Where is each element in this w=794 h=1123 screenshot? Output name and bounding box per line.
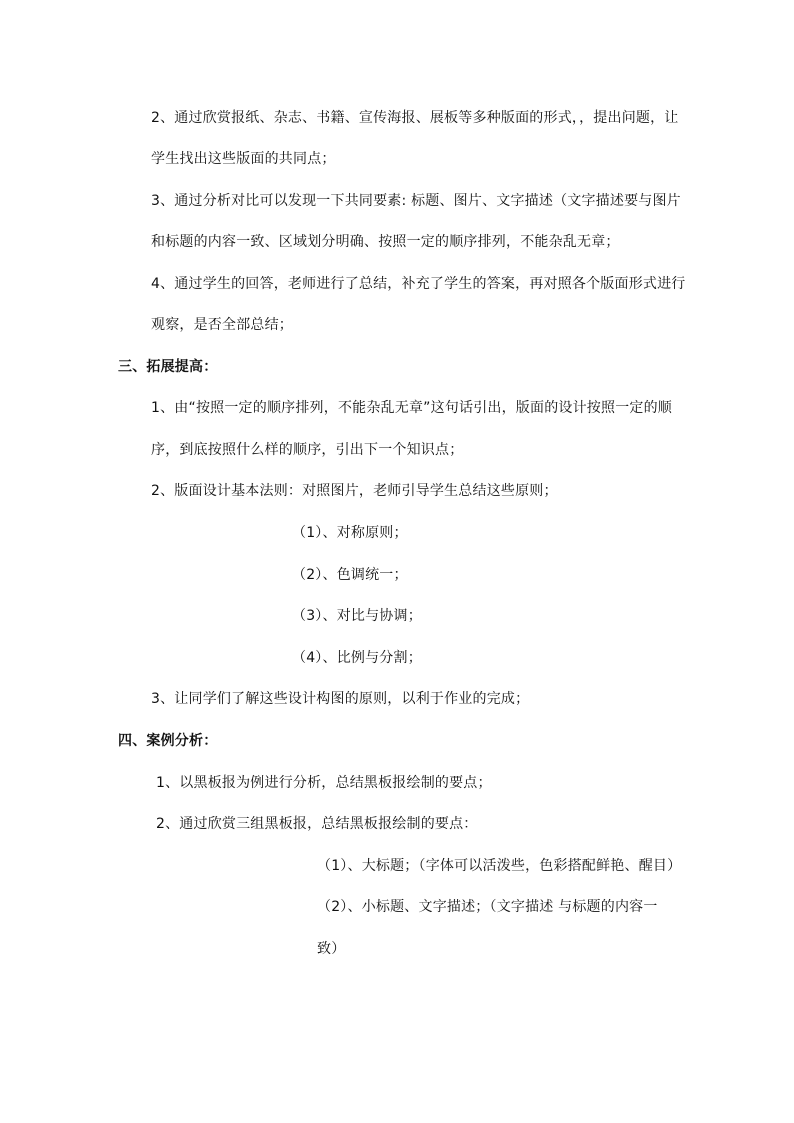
paragraph-line: 序，到底按照什么样的顺序，引出下一个知识点； [151, 442, 464, 458]
paragraph-line: 2、通过欣赏报纸、杂志、书籍、宣传海报、展板等多种版面的形式，，提出问题，让 [151, 110, 679, 126]
key-point-item-continuation: 致） [317, 941, 346, 957]
paragraph-line: 4、通过学生的回答，老师进行了总结，补充了学生的答案，再对照各个版面形式进行 [151, 276, 686, 292]
paragraph-line: 2、通过欣赏三组黑板报，总结黑板报绘制的要点： [156, 816, 478, 832]
key-point-item: （2）、小标题、文字描述；（文字描述 与标题的内容一 [317, 899, 658, 915]
paragraph-line: 3、通过分析对比可以发现一下共同要素: 标题、图片、文字描述（文字描述要与图片 [151, 193, 681, 209]
key-point-item: （1）、大标题；（字体可以活泼些，色彩搭配鲜艳、醒目） [317, 858, 682, 874]
paragraph-line: 2、版面设计基本法则：对照图片，老师引导学生总结这些原则； [151, 483, 558, 499]
section-heading-expansion: 三、拓展提高： [118, 359, 218, 375]
principle-item: （4）、比例与分割； [292, 650, 422, 666]
paragraph-line: 学生找出这些版面的共同点； [151, 151, 336, 167]
paragraph-line: 观察，是否全部总结； [151, 317, 293, 333]
principle-item: （3）、对比与协调； [292, 608, 422, 624]
principle-item: （2）、色调统一； [292, 567, 408, 583]
paragraph-line: 3、让同学们了解这些设计构图的原则，以利于作业的完成； [151, 691, 530, 707]
paragraph-line: 1、由“按照一定的顺序排列，不能杂乱无章”这句话引出，版面的设计按照一定的顺 [151, 400, 673, 416]
section-heading-case-analysis: 四、案例分析： [118, 733, 218, 749]
paragraph-line: 1、以黑板报为例进行分析，总结黑板报绘制的要点； [156, 775, 492, 791]
paragraph-line: 和标题的内容一致、区域划分明确、按照一定的顺序排列，不能杂乱无章； [151, 234, 620, 250]
principle-item: （1）、对称原则； [292, 525, 408, 541]
